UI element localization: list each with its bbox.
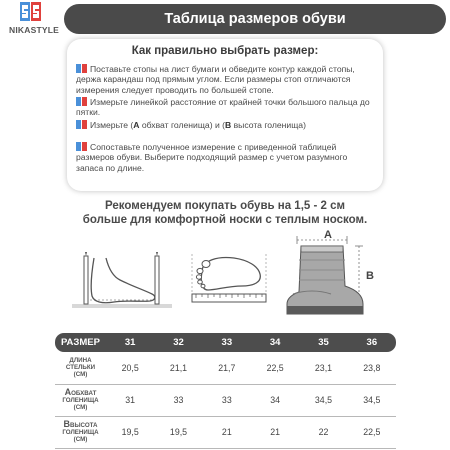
table-cell: 21 <box>203 416 251 448</box>
table-cell: 21 <box>251 416 299 448</box>
row-label-line: (СМ) <box>73 404 88 411</box>
brand-bullet-icon <box>76 120 87 129</box>
table-cell: 34,5 <box>299 384 347 416</box>
row-label-line <box>55 389 106 397</box>
table-cell: 21,1 <box>154 352 202 384</box>
table-cell: 22,5 <box>348 416 396 448</box>
table-cell: 33 <box>154 384 202 416</box>
size-table <box>55 333 396 449</box>
row-label-line <box>55 421 106 429</box>
foot-side-measure-icon <box>72 250 172 310</box>
table-cell: 22 <box>299 416 347 448</box>
table-header-size: 34 <box>251 333 299 352</box>
table-cell: 34,5 <box>348 384 396 416</box>
table-header-size: 36 <box>348 333 396 352</box>
instruction-step-text: Поставьте стопы на лист бумаги и обведите контур каждой стопы, держа карандаш под прямым углом. Если размеры стоп отличаются измерения следует проводить по большей стопе. <box>76 64 355 95</box>
row-label-line: ДЛИНА <box>69 357 92 365</box>
instruction-step-text: Измерьте линейкой расстояние от крайней точки большого пальца до пятки. <box>76 97 370 118</box>
label-a: А <box>133 120 140 130</box>
instruction-step-2 <box>76 97 376 118</box>
table-cell: 21,7 <box>203 352 251 384</box>
boot-label-a: A <box>324 229 332 241</box>
table-cell: 20,5 <box>106 352 154 384</box>
instruction-step-text: Сопоставьте полученное измерение с приведенной таблицей размеров обуви. Выберите подходящий размер с учетом разумного запаса по длине. <box>76 142 348 173</box>
row-label <box>55 384 106 416</box>
instruction-step-text: обхват голенища) и ( <box>139 120 225 130</box>
row-label-line: (СМ) <box>73 436 88 443</box>
table-cell: 31 <box>106 384 154 416</box>
table-header-size: 31 <box>106 333 154 352</box>
table-cell: 23,1 <box>299 352 347 384</box>
instruction-step-3 <box>76 120 376 130</box>
row-label-line: (СМ) <box>73 371 88 379</box>
row-label <box>55 352 106 384</box>
row-label-line: ГОЛЕНИЩА <box>62 397 99 404</box>
instructions-title: Как правильно выбрать размер: <box>131 45 319 57</box>
row-label-letter: А <box>64 387 72 397</box>
instruction-step-4 <box>76 142 376 173</box>
table-cell: 22,5 <box>251 352 299 384</box>
row-label-line: СТЕЛЬКИ <box>65 364 96 372</box>
brand-bullet-icon <box>76 64 87 73</box>
brand-bullet-icon <box>76 97 87 106</box>
table-row-insole-length <box>55 352 396 384</box>
brand-bullet-icon <box>76 142 87 151</box>
table-row-shaft-girth <box>55 384 396 416</box>
row-label-line: ГОЛЕНИЩА <box>62 429 99 436</box>
table-header-size: 32 <box>154 333 202 352</box>
table-cell: 19,5 <box>154 416 202 448</box>
table-cell: 23,8 <box>348 352 396 384</box>
table-cell: 34 <box>251 384 299 416</box>
brand-name: NIKASTYLE <box>9 25 59 35</box>
brand-logo <box>4 2 62 38</box>
table-header-size: 35 <box>299 333 347 352</box>
table-header-label: РАЗМЕР <box>55 333 106 352</box>
foot-top-ruler-icon <box>188 250 270 310</box>
recommendation-line-1: Рекомендуем покупать обувь на 1,5 - 2 см <box>104 200 346 212</box>
recommendation <box>60 199 390 227</box>
row-label <box>55 416 106 448</box>
boot-label-b: B <box>366 270 374 282</box>
instruction-step-text: Измерьте ( <box>90 120 134 130</box>
page-title: Таблица размеров обуви <box>164 11 346 27</box>
table-cell: 33 <box>203 384 251 416</box>
brand-logo-icon <box>20 2 42 22</box>
table-header-size: 33 <box>203 333 251 352</box>
instruction-step-1 <box>76 64 376 95</box>
instructions-card <box>67 39 383 191</box>
row-label-line: ОБХВАТ <box>71 390 97 397</box>
table-cell: 19,5 <box>106 416 154 448</box>
instruction-step-text: высота голенища) <box>231 120 306 130</box>
row-label-letter: В <box>63 419 70 429</box>
label-b: В <box>225 120 232 130</box>
header <box>0 0 450 40</box>
recommendation-line-2: больше для комфортной носки с теплым носком. <box>82 214 368 226</box>
title-bar <box>64 4 446 34</box>
row-label-line: ВЫСОТА <box>69 422 98 429</box>
table-header-row <box>55 333 396 352</box>
table-row-shaft-height <box>55 416 396 448</box>
